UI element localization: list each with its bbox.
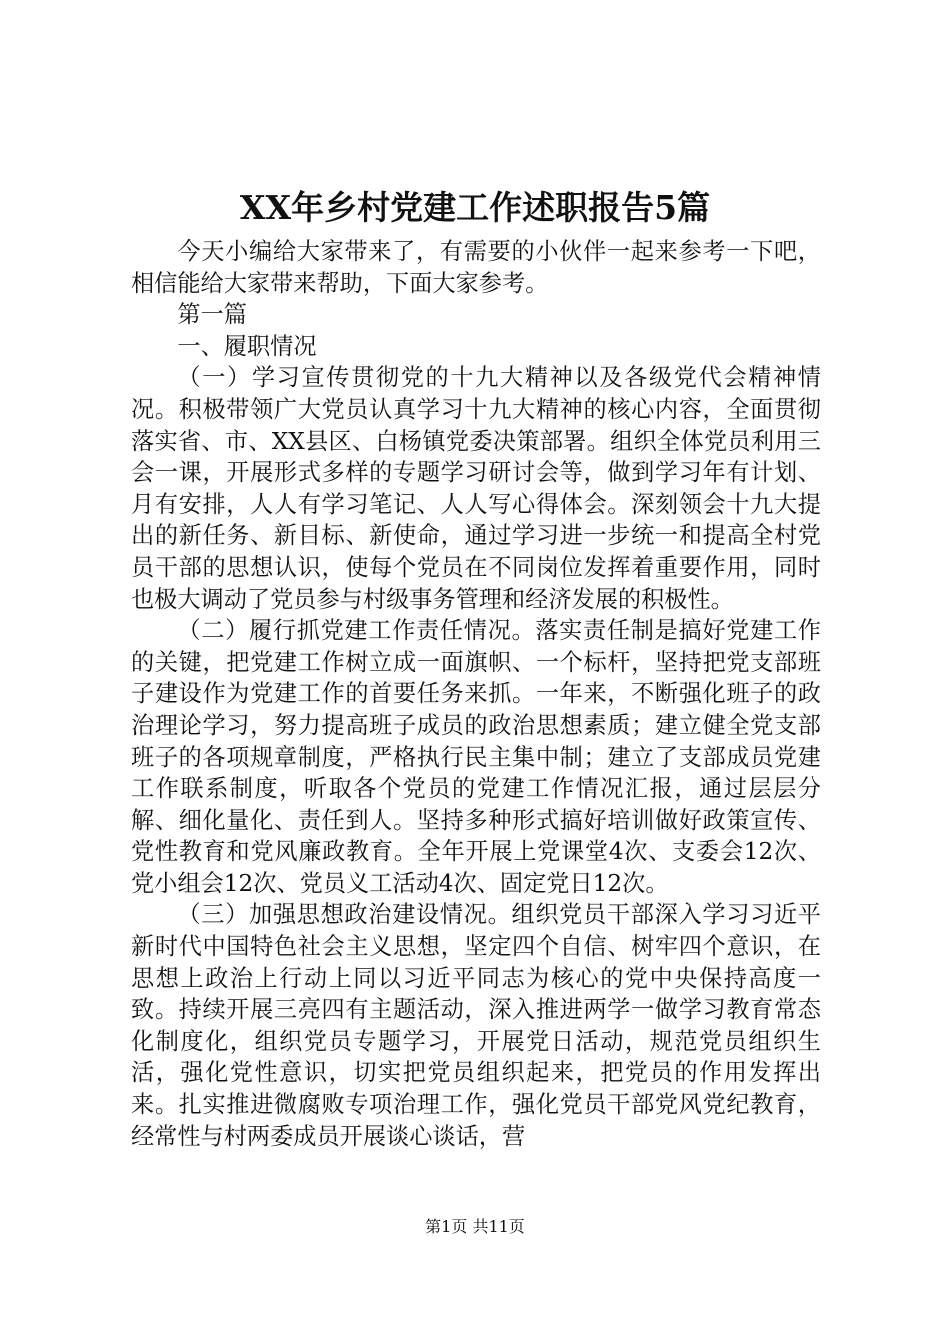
section-heading-duty-performance: 一、履职情况: [177, 332, 317, 360]
paragraph-item-1: （一）学习宣传贯彻党的十九大精神以及各级党代会精神情况。积极带领广大党员认真学习十九大精神的核心内容，全面贯彻落实省、市、XX县区、白杨镇党委决策部署。组织全体党员利用三会一课，开展形式多样的专题学习研讨会等，做到学习年有计划、月有安排，人人有学习笔记、人人写心得体会。深刻领会十九大提出的新任务、新目标、新使命，通过学习进一步统一和提高全村党员干部的思想认识，使每个党员在不同岗位发挥着重要作用，同时也极大调动了党员参与村级事务管理和经济发展的积极性。: [131, 364, 821, 613]
paragraph-item-2: （二）履行抓党建工作责任情况。落实责任制是搞好党建工作的关键，把党建工作树立成一面旗帜、一个标杆，坚持把党支部班子建设作为党建工作的首要任务来抓。一年来，不断强化班子的政治理论学习，努力提高班子成员的政治思想素质；建立健全党支部班子的各项规章制度，严格执行民主集中制；建立了支部成员党建工作联系制度，听取各个党员的党建工作情况汇报，通过层层分解、细化量化、责任到人。坚持多种形式搞好培训做好政策宣传、党性教育和党风廉政教育。全年开展上党课堂4次、支委会12次、党小组会12次、党员义工活动4次、固定党日12次。: [131, 617, 821, 897]
intro-paragraph: 今天小编给大家带来了，有需要的小伙伴一起来参考一下吧，相信能给大家带来帮助，下面大家参考。: [131, 238, 821, 297]
page-footer: 第1页 共11页: [425, 1217, 525, 1236]
document-body: [131, 236, 821, 1152]
document-title: XX年乡村党建工作述职报告5篇: [239, 188, 711, 227]
section-heading-part-one: 第一篇: [177, 301, 247, 329]
paragraph-item-3: （三）加强思想政治建设情况。组织党员干部深入学习习近平新时代中国特色社会主义思想，坚定四个自信、树牢四个意识，在思想上政治上行动上同以习近平同志为核心的党中央保持高度一致。持续开展三亮四有主题活动，深入推进两学一做学习教育常态化制度化，组织党员专题学习，开展党日活动，规范党员组织生活，强化党性意识，切实把党员组织起来，把党员的作用发挥出来。扎实推进微腐败专项治理工作，强化党员干部党风党纪教育，经常性与村两委成员开展谈心谈话，营: [131, 901, 821, 1150]
